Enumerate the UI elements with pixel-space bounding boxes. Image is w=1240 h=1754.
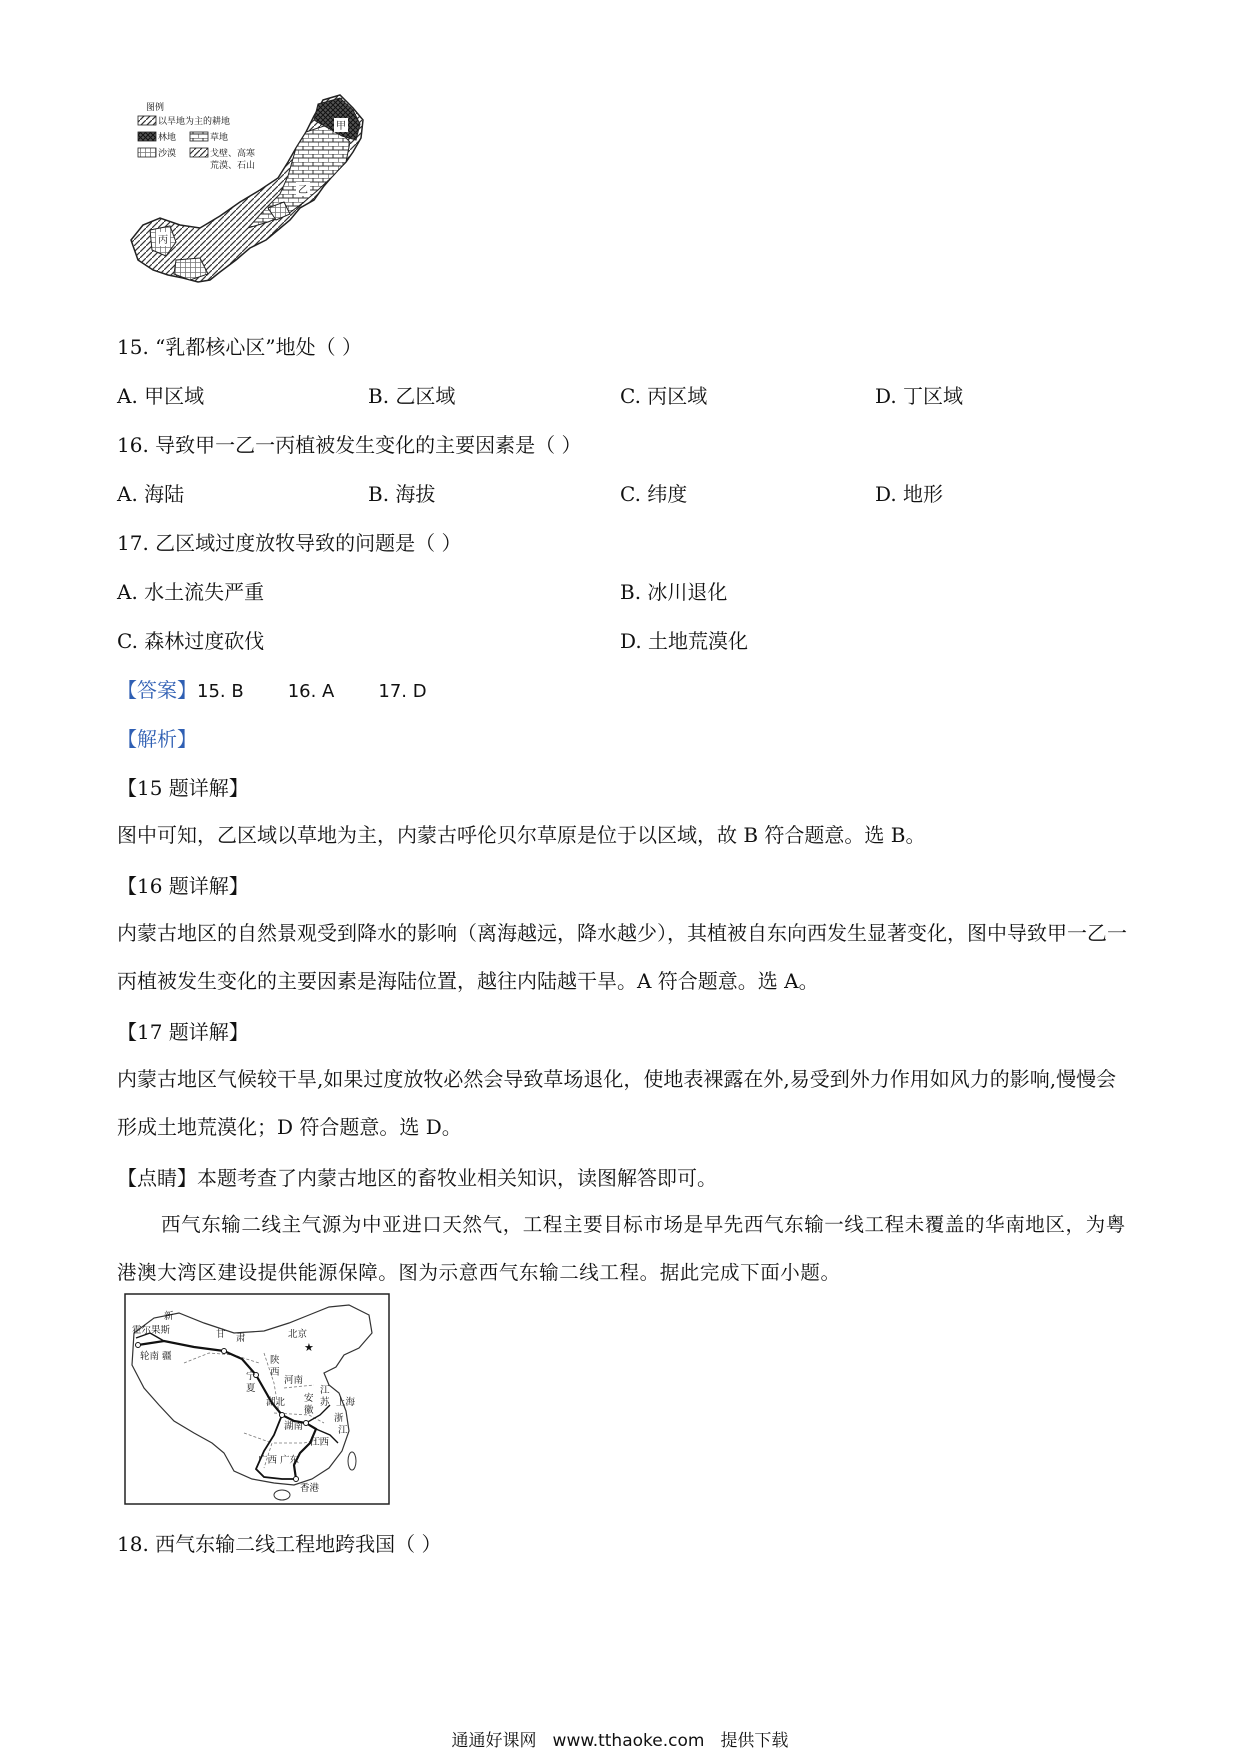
q15-option-c: C. 丙区域 <box>620 384 708 408</box>
legend-grassland: 草地 <box>210 133 229 143</box>
region-label-bing: 丙 <box>158 235 168 246</box>
q17-option-b: B. 冰川退化 <box>620 580 728 604</box>
passage-text: 西气东输二线主气源为中亚进口天然气，工程主要目标市场是早先西气东输一线工程未覆盖的华南地区，为粤港澳大湾区建设提供能源保障。图为示意西气东输二线工程。据此完成下面小题。 <box>117 1213 1126 1284</box>
q16-option-d: D. 地形 <box>875 482 944 506</box>
label-huoerguosi: 霍尔果斯 <box>132 1325 171 1336</box>
label-shanghai: 上海 <box>336 1397 356 1408</box>
q16-option-b: B. 海拔 <box>368 482 436 506</box>
label-hui: 徽 <box>304 1405 314 1416</box>
q15-option-b: B. 乙区域 <box>368 384 456 408</box>
label-gan: 甘 <box>216 1329 226 1340</box>
q15-option-d: D. 丁区域 <box>875 384 964 408</box>
legend-gobi: 戈壁、高寒 <box>210 149 256 159</box>
dianjing-note: 【点睛】本题考查了内蒙古地区的畜牧业相关知识，读图解答即可。 <box>117 1166 717 1190</box>
answer-label: 【答案】 <box>117 678 197 702</box>
label-xia: 夏 <box>246 1383 256 1394</box>
label-ning: 宁 <box>246 1371 256 1382</box>
q16-option-c: C. 纬度 <box>620 482 688 506</box>
label-jiangxi: 江西 <box>310 1437 330 1448</box>
question-16-stem: 16. 导致甲一乙一丙植被发生变化的主要因素是（ ） <box>117 433 582 457</box>
inner-mongolia-landuse-map <box>128 90 428 312</box>
legend-title: 图例 <box>146 103 165 113</box>
q16-option-a: A. 海陆 <box>117 482 185 506</box>
detail-15-text: 图中可知，乙区域以草地为主，内蒙古呼伦贝尔草原是位于以区域，故 B 符合题意。选 B。 <box>117 823 926 847</box>
label-su: 肃 <box>236 1333 246 1344</box>
legend-cropland: 以旱地为主的耕地 <box>158 117 231 127</box>
footer-suffix: 提供下载 <box>720 1731 789 1751</box>
q17-option-a: A. 水土流失严重 <box>117 580 265 604</box>
label-guangdong: 广东 <box>280 1455 300 1466</box>
label-jiang2: 江 <box>338 1425 348 1436</box>
detail-16-text: 内蒙古地区的自然景观受到降水的影响（离海越远，降水越少），其植被自东向西发生显著变化，图中导致甲一乙一丙植被发生变化的主要因素是海陆位置，越往内陆越干旱。A 符合题意。选 A。 <box>117 921 1127 993</box>
label-henan: 河南 <box>284 1375 304 1386</box>
legend-desert: 沙漠 <box>158 149 177 159</box>
question-17-stem: 17. 乙区域过度放牧导致的问题是（ ） <box>117 531 462 555</box>
label-xianggang: 香港 <box>300 1483 320 1494</box>
answer-line <box>117 676 427 706</box>
answer-15: 15. B <box>197 681 244 702</box>
region-label-jia: 甲 <box>336 121 346 132</box>
label-su2: 苏 <box>320 1397 330 1408</box>
label-lunnan: 轮南 疆 <box>140 1351 172 1362</box>
answer-16: 16. A <box>287 681 335 702</box>
label-hubei: 湖北 <box>266 1397 286 1408</box>
q17-option-d: D. 土地荒漠化 <box>620 629 749 653</box>
grassland-area <box>248 126 350 228</box>
footer-url[interactable]: www.tthaoke.com <box>552 1731 705 1751</box>
label-an: 安 <box>304 1393 314 1404</box>
label-xin: 新 <box>164 1311 174 1322</box>
label-guangxi: 广西 <box>258 1455 278 1466</box>
region-label-yi: 乙 <box>298 185 308 196</box>
question-15-stem: 15. “乳都核心区”地处（ ） <box>117 335 362 359</box>
analysis-label: 【解析】 <box>117 727 197 751</box>
beijing-star-icon: ★ <box>304 1341 314 1354</box>
legend-barren: 荒漠、石山 <box>210 161 256 171</box>
label-jiang: 江 <box>320 1385 330 1396</box>
west-east-gas-pipeline-map <box>124 1293 390 1505</box>
question-18-stem: 18. 西气东输二线工程地跨我国（ ） <box>117 1532 442 1556</box>
label-hunan: 湖南 <box>284 1421 304 1432</box>
q15-option-a: A. 甲区域 <box>117 384 205 408</box>
detail-17-text: 内蒙古地区气候较干旱,如果过度放牧必然会导致草场退化，使地表裸露在外,易受到外力作用如风力的影响,慢慢会形成土地荒漠化；D 符合题意。选 D。 <box>117 1067 1117 1139</box>
q17-option-c: C. 森林过度砍伐 <box>117 629 265 653</box>
legend-forest: 林地 <box>158 133 177 143</box>
detail-17-title: 【17 题详解】 <box>117 1020 249 1044</box>
detail-15-title: 【15 题详解】 <box>117 776 249 800</box>
page-footer <box>0 1726 1240 1751</box>
footer-site: 通通好课网 <box>451 1731 537 1751</box>
label-shan: 陕 <box>270 1355 280 1366</box>
label-zhe: 浙 <box>334 1413 344 1424</box>
detail-16-title: 【16 题详解】 <box>117 874 249 898</box>
label-xi: 西 <box>270 1367 280 1378</box>
label-beijing: 北京 <box>288 1329 308 1340</box>
answer-17: 17. D <box>378 681 427 702</box>
